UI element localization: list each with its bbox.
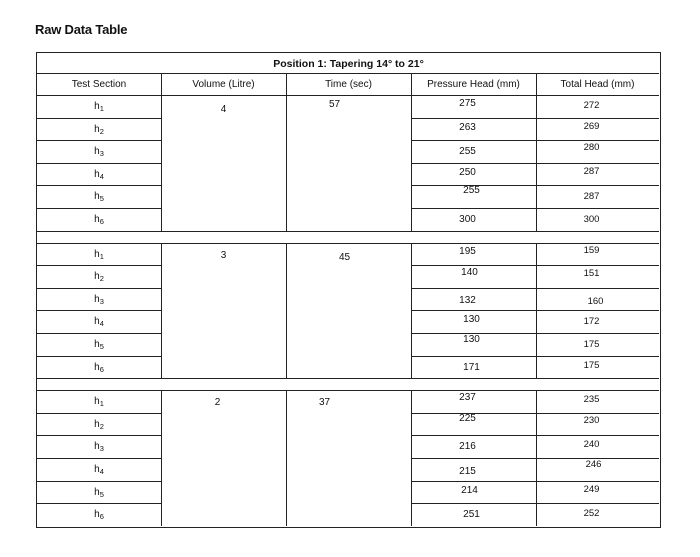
test-section-cell xyxy=(37,442,161,453)
test-section-cell xyxy=(37,465,161,476)
test-section-cell xyxy=(37,102,161,113)
volume-value: 2 xyxy=(214,397,221,409)
test-section-cell xyxy=(37,272,161,283)
total-head-value: 175 xyxy=(583,339,600,350)
group-separator-rule xyxy=(37,378,659,379)
pressure-head-value: 130 xyxy=(463,334,480,345)
test-section-subscript: 6 xyxy=(99,512,104,522)
test-section-label: h xyxy=(94,248,100,260)
test-section-cell xyxy=(37,317,161,328)
test-section-label: h xyxy=(94,418,100,430)
test-section-cell xyxy=(37,215,161,226)
test-section-label: h xyxy=(94,168,100,180)
total-head-value: 160 xyxy=(587,295,604,307)
test-section-label: h xyxy=(94,191,100,203)
test-section-subscript: 2 xyxy=(99,421,104,431)
pressure-head-value: 195 xyxy=(459,245,476,257)
test-section-cell xyxy=(37,488,161,499)
test-section-label: h xyxy=(94,316,100,328)
column-header: Test Section xyxy=(71,79,127,90)
test-section-subscript: 2 xyxy=(99,126,104,136)
test-section-label: h xyxy=(94,361,100,373)
test-section-label: h xyxy=(94,271,100,283)
test-section-cell xyxy=(37,510,161,521)
group-separator-rule xyxy=(37,231,659,232)
volume-value: 4 xyxy=(220,104,227,115)
total-head-value: 172 xyxy=(583,316,600,328)
test-section-cell xyxy=(37,125,161,136)
test-section-label: h xyxy=(94,396,100,408)
pressure-head-value: 216 xyxy=(459,441,476,453)
total-head-value: 272 xyxy=(583,100,600,111)
time-value: 45 xyxy=(338,251,351,263)
pressure-head-value: 263 xyxy=(459,121,476,133)
test-section-label: h xyxy=(94,486,100,498)
total-head-value: 280 xyxy=(583,142,600,154)
pressure-head-value: 130 xyxy=(463,314,480,326)
column-header: Pressure Head (mm) xyxy=(427,79,520,90)
total-head-value: 230 xyxy=(583,414,600,426)
total-head-value: 252 xyxy=(583,508,600,520)
total-head-value: 151 xyxy=(583,268,600,280)
page-title: Raw Data Table xyxy=(35,22,128,37)
pressure-head-value: 171 xyxy=(463,361,480,373)
column-header: Time (sec) xyxy=(325,79,372,90)
test-section-subscript: 6 xyxy=(99,217,104,226)
pressure-head-value: 275 xyxy=(459,98,476,109)
test-section-subscript: 5 xyxy=(99,489,104,499)
pressure-head-value: 237 xyxy=(459,392,476,404)
total-head-value: 240 xyxy=(583,439,600,451)
test-section-cell xyxy=(37,397,161,408)
test-section-subscript: 6 xyxy=(99,364,104,374)
test-section-cell xyxy=(37,420,161,431)
pressure-head-value: 251 xyxy=(463,509,480,521)
test-section-subscript: 1 xyxy=(99,399,104,409)
test-section-cell xyxy=(37,147,161,158)
test-section-cell xyxy=(37,192,161,203)
test-section-subscript: 3 xyxy=(99,149,104,159)
test-section-label: h xyxy=(94,339,100,350)
total-head-value: 287 xyxy=(583,191,600,203)
test-section-subscript: 4 xyxy=(99,467,104,476)
test-section-cell xyxy=(37,363,161,374)
test-section-subscript: 1 xyxy=(99,104,104,113)
test-section-subscript: 5 xyxy=(99,342,104,351)
test-section-subscript: 3 xyxy=(99,444,104,454)
pressure-head-value: 140 xyxy=(461,267,478,279)
test-section-subscript: 4 xyxy=(99,319,104,329)
position-title-rule xyxy=(37,73,659,74)
pressure-head-value: 300 xyxy=(459,214,476,225)
test-section-cell xyxy=(37,340,161,351)
pressure-head-value: 214 xyxy=(461,484,478,496)
test-section-subscript: 4 xyxy=(99,171,104,181)
test-section-subscript: 3 xyxy=(99,296,104,306)
test-section-cell xyxy=(37,250,161,261)
position-title: Position 1: Tapering 14° to 21° xyxy=(273,58,424,70)
test-section-label: h xyxy=(94,293,100,305)
total-head-value: 235 xyxy=(583,394,600,406)
test-section-cell xyxy=(37,295,161,306)
total-head-value: 287 xyxy=(583,165,600,177)
total-head-value: 300 xyxy=(583,214,600,225)
total-head-value: 249 xyxy=(583,483,600,495)
time-value: 57 xyxy=(328,99,341,110)
column-header: Volume (Litre) xyxy=(192,79,255,90)
total-head-value: 246 xyxy=(585,459,602,470)
total-head-value: 269 xyxy=(583,120,600,132)
test-section-label: h xyxy=(94,101,100,112)
pressure-head-value: 132 xyxy=(459,294,476,306)
test-section-label: h xyxy=(94,123,100,135)
test-section-subscript: 5 xyxy=(99,194,104,204)
test-section-label: h xyxy=(94,464,100,475)
column-header: Total Head (mm) xyxy=(560,79,635,90)
raw-data-table xyxy=(36,52,661,528)
test-section-label: h xyxy=(94,509,100,521)
test-section-subscript: 1 xyxy=(99,251,104,261)
pressure-head-value: 250 xyxy=(459,166,476,178)
total-head-value: 159 xyxy=(583,244,600,256)
test-section-label: h xyxy=(94,441,100,453)
pressure-head-value: 255 xyxy=(463,185,480,197)
pressure-head-value: 215 xyxy=(459,466,476,477)
volume-value: 3 xyxy=(220,249,227,261)
test-section-label: h xyxy=(94,214,100,225)
test-section-subscript: 2 xyxy=(99,274,104,284)
pressure-head-value: 225 xyxy=(459,412,476,424)
total-head-value: 175 xyxy=(583,359,600,371)
time-value: 37 xyxy=(318,397,331,409)
test-section-label: h xyxy=(94,146,100,158)
test-section-cell xyxy=(37,170,161,181)
pressure-head-value: 255 xyxy=(459,146,476,158)
